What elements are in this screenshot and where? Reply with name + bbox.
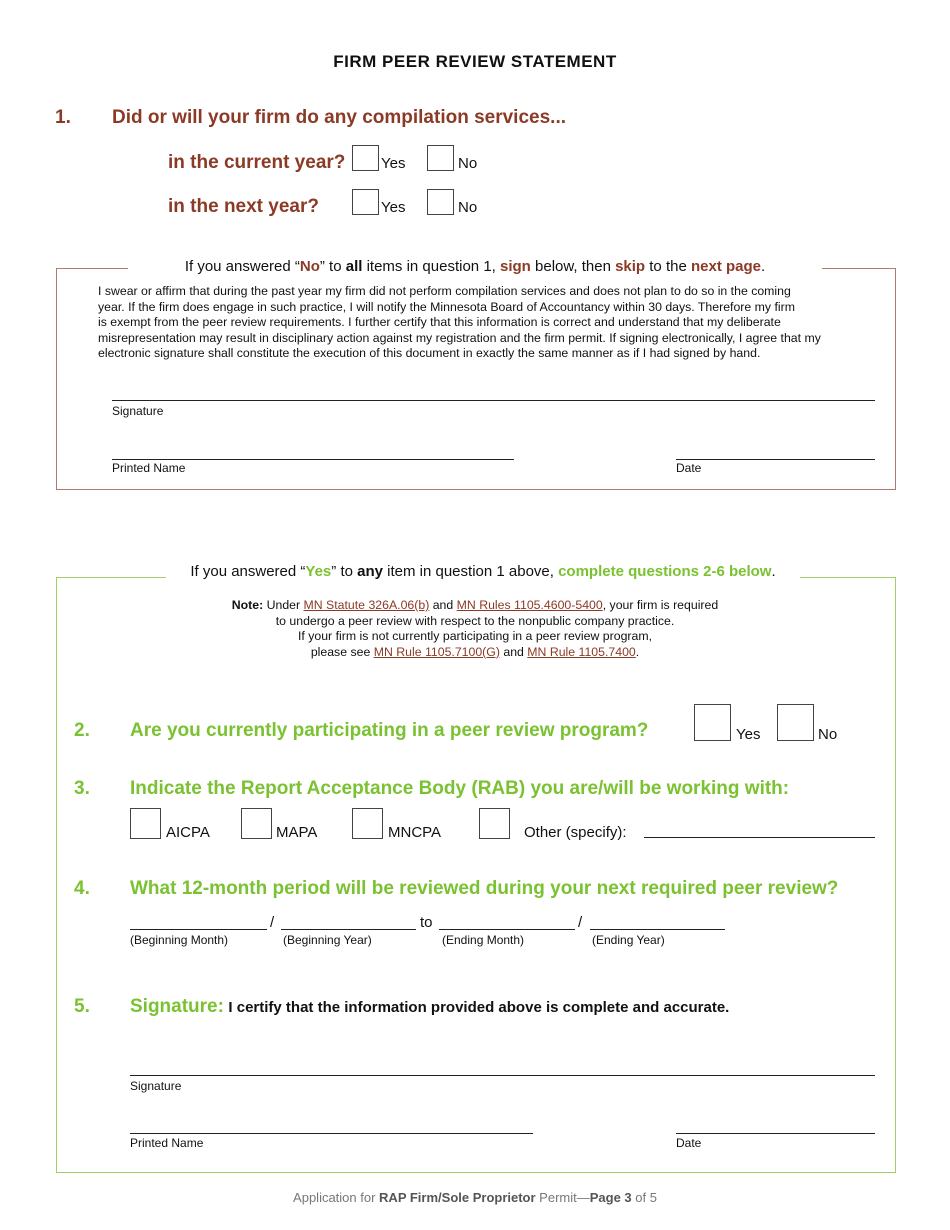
no-emphasis: No (299, 258, 320, 275)
q4-number: 4. (74, 878, 90, 899)
beginning-month-label: (Beginning Month) (130, 933, 229, 947)
q5-number: 5. (74, 996, 90, 1017)
q1-next-year-label: in the next year? (168, 196, 319, 217)
q2-yes-label: Yes (736, 726, 761, 743)
no-printed-name-line[interactable] (112, 459, 514, 460)
q5-certify-statement: I certify that the information provided above is complete and accurate. (228, 999, 730, 1016)
yes-printed-name-line[interactable] (130, 1133, 533, 1134)
ending-year-label: (Ending Year) (592, 933, 665, 947)
footer-page-number: Page 3 (589, 1190, 632, 1205)
affirmation-paragraph (98, 284, 821, 362)
affirmation-line: misrepresentation may result in disciplinary action against my registration and the firm permit. If signing electronically, I agree that my (98, 330, 821, 345)
rab-mncpa-checkbox[interactable] (352, 808, 383, 839)
q1-next-no-label: No (458, 199, 478, 216)
q2-no-checkbox[interactable] (777, 704, 814, 741)
period-to: to (420, 914, 433, 931)
affirmation-line: year. If the firm does engage in such practice, I will notify the Minnesota Board of Accountancy within 30 days. Therefore my firm (98, 299, 795, 314)
no-date-line[interactable] (676, 459, 875, 460)
rab-mapa-checkbox[interactable] (241, 808, 272, 839)
sign-emphasis: sign (500, 258, 531, 275)
affirmation-line: electronic signature shall constitute the execution of this document in exactly the same manner as if I had signed by hand. (98, 346, 761, 361)
rab-mncpa-label: MNCPA (388, 824, 442, 841)
q1-number: 1. (55, 107, 71, 128)
period-separator: / (270, 914, 275, 931)
yes-section-instructions: If you answered “Yes” to any item in question 1 above, complete questions 2-6 below. (166, 563, 800, 580)
q2-yes-checkbox[interactable] (694, 704, 731, 741)
rab-other-checkbox[interactable] (479, 808, 510, 839)
q3-number: 3. (74, 778, 90, 799)
next-page-emphasis: next page (690, 258, 761, 275)
q1-next-no-checkbox[interactable] (427, 189, 454, 215)
rab-other-label: Other (specify): (524, 824, 627, 841)
affirmation-line: I swear or affirm that during the past year my firm did not perform compilation services and does not plan to do so in the coming (98, 284, 791, 298)
q1-current-yes-checkbox[interactable] (352, 145, 379, 171)
ending-month-label: (Ending Month) (442, 933, 525, 947)
mn-rule-1105-7400-link[interactable]: MN Rule 1105.7400 (527, 644, 636, 659)
q1-next-yes-checkbox[interactable] (352, 189, 379, 215)
q4-question: What 12-month period will be reviewed during your next required peer review? (130, 878, 839, 899)
beginning-year-line[interactable] (281, 929, 416, 930)
q1-question: Did or will your firm do any compilation services... (112, 107, 566, 128)
no-section-instructions: If you answered “No” to all items in question 1, sign below, then skip to the next page. (128, 258, 822, 275)
q5-heading (130, 996, 729, 1018)
page-footer: Application for RAP Firm/Sole Proprietor Permit—Page 3 of 5 (293, 1190, 657, 1205)
period-separator: / (578, 914, 583, 931)
skip-emphasis: skip (615, 258, 646, 275)
q1-current-no-checkbox[interactable] (427, 145, 454, 171)
note-block: Note: Under MN Statute 326A.06(b) and MN Rules 1105.4600-5400, your firm is required to undergo a peer review with respect to the nonpublic company practice. If your firm is not currently participating in a peer review program, please see MN Rule 1105.7100(G) and MN Rule 1105.7400. (231, 598, 719, 659)
beginning-year-label: (Beginning Year) (283, 933, 372, 947)
complete-emphasis: complete questions 2-6 below (558, 563, 772, 580)
rab-other-specify-line[interactable] (644, 837, 875, 838)
yes-date-line[interactable] (676, 1133, 875, 1134)
page-title: FIRM PEER REVIEW STATEMENT (333, 52, 617, 71)
mn-statute-326a-link[interactable]: MN Statute 326A.06(b) (303, 598, 430, 612)
no-printed-name-label: Printed Name (112, 461, 186, 475)
no-date-label: Date (676, 461, 702, 475)
rab-aicpa-label: AICPA (166, 824, 210, 841)
rab-mapa-label: MAPA (276, 824, 318, 841)
no-signature-line[interactable] (112, 400, 875, 401)
yes-answer-section (56, 577, 896, 1173)
q1-next-yes-label: Yes (381, 199, 406, 216)
yes-emphasis: Yes (305, 563, 332, 580)
any-emphasis: any (357, 563, 383, 580)
yes-signature-line[interactable] (130, 1075, 875, 1076)
rab-aicpa-checkbox[interactable] (130, 808, 161, 839)
yes-date-label: Date (676, 1136, 702, 1150)
q2-number: 2. (74, 720, 90, 741)
mn-rules-1105-4600-link[interactable]: MN Rules 1105.4600-5400 (456, 598, 603, 612)
ending-year-line[interactable] (590, 929, 725, 930)
affirmation-line: is exempt from the peer review requirements. I further certify that this information is correct and understand that my deliberate (98, 315, 781, 330)
beginning-month-line[interactable] (130, 929, 267, 930)
no-signature-label: Signature (112, 404, 164, 418)
note-label: Note: (231, 598, 264, 612)
q1-current-no-label: No (458, 155, 478, 172)
q5-signature-heading: Signature: (130, 996, 224, 1017)
all-emphasis: all (345, 258, 363, 275)
q2-question: Are you currently participating in a peer review program? (130, 720, 649, 741)
q1-current-yes-label: Yes (381, 155, 406, 172)
yes-printed-name-label: Printed Name (130, 1136, 204, 1150)
q2-no-label: No (818, 726, 838, 743)
yes-signature-label: Signature (130, 1079, 182, 1093)
footer-permit-type: RAP Firm/Sole Proprietor (379, 1190, 536, 1205)
ending-month-line[interactable] (439, 929, 575, 930)
q3-question: Indicate the Report Acceptance Body (RAB) you are/will be working with: (130, 778, 790, 799)
q1-current-year-label: in the current year? (168, 152, 346, 173)
mn-rule-1105-7100-link[interactable]: MN Rule 1105.7100(G) (373, 644, 500, 659)
